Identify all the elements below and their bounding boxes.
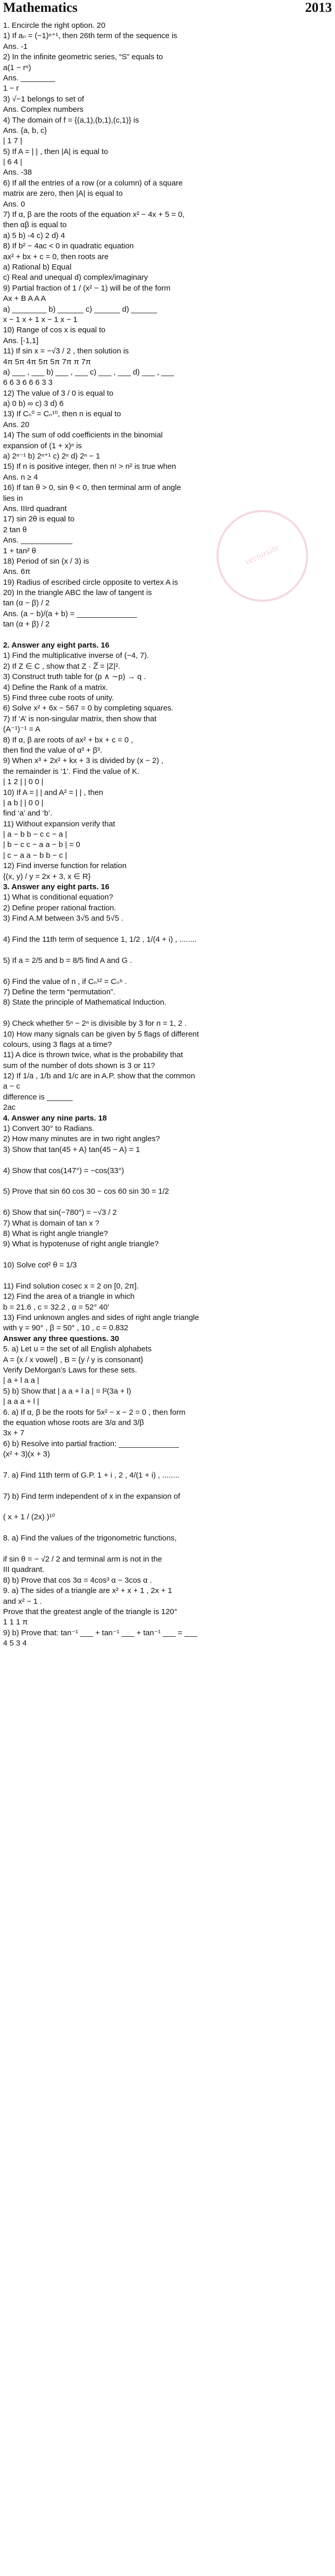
question-line: 11) Without expansion verify that <box>3 819 115 828</box>
question-line: Ans. n ≥ 4 <box>3 472 38 482</box>
question-line <box>3 630 331 640</box>
question-line: lies in <box>3 494 23 503</box>
question-line <box>3 1176 331 1187</box>
question-line: 3) Show that tan(45 + A) tan(45 − A) = 1 <box>3 1145 140 1154</box>
question-line: 3) Find A.M between 3√5 and 5√5 . <box>3 914 124 923</box>
question-line: 5) If A = | | , then |A| is equal to <box>3 147 108 156</box>
question-line <box>3 1502 331 1512</box>
question-line: Ans. ____________ <box>3 536 73 545</box>
question-line: Ans. -1 <box>3 42 28 51</box>
question-line: 1) What is conditional equation? <box>3 893 113 902</box>
question-line: 5. a) Let u = the set of all English alphabets <box>3 1345 152 1354</box>
question-line: Ans. Complex numbers <box>3 105 83 114</box>
question-line: 15) If n is positive integer, then n! > n² is true when <box>3 462 176 471</box>
question-line: 2) Define proper rational fraction. <box>3 903 116 912</box>
question-line: 7) b) Find term independent of x in the expansion of <box>3 1492 180 1501</box>
question-line: 8) What is right angle triangle? <box>3 1229 108 1238</box>
question-line: 3) Construct truth table for (p ∧ ∼p) → q . <box>3 672 146 682</box>
question-line: 4) Find the 11th term of sequence 1, 1/2 , 1/(4 + i) , ........ <box>3 935 197 944</box>
question-line: 6) If all the entries of a row (or a column) of a square <box>3 178 183 188</box>
subject-title: Mathematics <box>3 0 78 15</box>
question-line: 19) Radius of escribed circle opposite to vertex A is <box>3 578 178 587</box>
question-line: 7) What is domain of tan x ? <box>3 1218 99 1228</box>
question-line: 20) In the triangle ABC the law of tangent is <box>3 588 152 598</box>
question-line: 4) Define the Rank of a matrix. <box>3 683 108 692</box>
question-line: 1) If aₙ = (−1)ⁿ⁺¹, then 26th term of the sequence is <box>3 31 177 41</box>
question-line: 3. Answer any eight parts. 16 <box>3 883 110 892</box>
question-line: 5) b) Show that | a a + l a | = l²(3a + l) <box>3 1386 131 1396</box>
question-line: 11) Find solution cosec x = 2 on [0, 2π]. <box>3 1281 139 1291</box>
question-line: difference is ______ <box>3 1092 73 1101</box>
question-line: 8) b) Prove that cos 3α = 4cos³ α − 3cos α . <box>3 1575 152 1585</box>
question-line: 8. a) Find the values of the trigonometric functions, <box>3 1534 177 1543</box>
question-line: | 6 4 | <box>3 158 22 167</box>
question-line: a(1 − rⁿ) <box>3 63 31 72</box>
question-line: III quadrant. <box>3 1565 45 1574</box>
question-line: a) ___ , ___ b) ___ , ___ c) ___ , ___ d) ___ , ___ <box>3 367 174 377</box>
question-line: 2 tan θ <box>3 525 27 534</box>
question-line: | a a a + l | <box>3 1397 39 1406</box>
question-line: 4) Show that cos(147°) = −cos(33°) <box>3 1166 124 1175</box>
question-line: 3) √−1 belongs to set of <box>3 94 85 104</box>
question-line: 13) If Cₙ⁰ = Cₙ¹⁰, then n is equal to <box>3 410 121 419</box>
exam-year: 2013 <box>305 0 332 15</box>
question-line: 1) Convert 30° to Radians. <box>3 1124 94 1133</box>
question-line: Ans. (a − b)/(a + b) = ______________ <box>3 609 137 618</box>
question-line: 18) Period of sin (x / 3) is <box>3 556 89 566</box>
question-line: 5) Prove that sin 60 cos 30 − cos 60 sin 30 = 1/2 <box>3 1187 169 1196</box>
question-line: 6) b) Resolve into partial fraction: ______________ <box>3 1439 179 1448</box>
question-line: c) Real and unequal d) complex/imaginary <box>3 273 148 282</box>
question-line: if sin θ = − √2 / 2 and terminal arm is not in the <box>3 1555 162 1564</box>
question-line: expansion of (1 + x)ⁿ is <box>3 441 82 450</box>
question-line: Verify DeMorgan’s Laws for these sets. <box>3 1366 137 1375</box>
question-line: a) 5 b) -4 c) 2 d) 4 <box>3 231 65 240</box>
question-line <box>3 966 331 976</box>
question-line: 1 − r <box>3 84 19 93</box>
question-line: 12) If 1/a , 1/b and 1/c are in A.P. show that the common <box>3 1072 195 1081</box>
question-line: 4π 5π 4π 5π 5π 7π π 7π <box>3 357 91 366</box>
question-line: find ‘a’ and ‘b’. <box>3 809 53 818</box>
question-line: 9) What is hypotenuse of right angle triangle? <box>3 1240 159 1249</box>
question-line <box>3 1155 331 1165</box>
paper-header <box>0 0 335 18</box>
question-line: | a + l a a | <box>3 1376 39 1385</box>
question-line: Ans. [-1,1] <box>3 336 39 345</box>
question-line <box>3 1481 331 1491</box>
question-line: 7. a) Find 11th term of G.P. 1 + i , 2 , 4/(1 + i) , ........ <box>3 1470 180 1480</box>
question-line: 1 1 1 π <box>3 1618 28 1627</box>
question-line: 7) If ‘A’ is non-singular matrix, then show that <box>3 714 157 723</box>
question-line: and x² − 1 . <box>3 1597 42 1606</box>
question-line: then find the value of α³ + β³. <box>3 745 102 755</box>
question-line: 2) If Z ∈ C , show that Z · Z̅ = |Z|². <box>3 662 121 671</box>
question-line: 9. a) The sides of a triangle are x² + x + 1 , 2x + 1 <box>3 1586 172 1596</box>
question-line: 2) In the infinite geometric series, “S” equals to <box>3 53 163 62</box>
question-line: | c − a a − b b − c | <box>3 851 68 860</box>
question-line: 9) Check whether 5ⁿ − 2ⁿ is divisible by 3 for n = 1, 2 . <box>3 1019 187 1028</box>
question-line: a) Rational b) Equal <box>3 262 72 272</box>
question-line: 10) Solve cot² θ = 1/3 <box>3 1261 77 1270</box>
question-line: Answer any three questions. 30 <box>3 1334 120 1343</box>
question-line: A = {x / x vowel} , B = {y / y is consonant} <box>3 1355 143 1364</box>
watermark-text: vectorsite <box>243 542 280 567</box>
question-line: 2) How many minutes are in two right angles? <box>3 1134 160 1144</box>
question-line: 13) Find unknown angles and sides of right angle triangle <box>3 1313 199 1323</box>
question-line <box>3 1270 331 1281</box>
question-line: a) ________ b) ______ c) ______ d) ______ <box>3 304 157 314</box>
question-line: sum of the number of dots shown is 3 or 11? <box>3 1061 155 1070</box>
question-line: 4) The domain of f = {(a,1),(b,1),(c,1)} is <box>3 115 139 125</box>
question-line: 9) Partial fraction of 1 / (x² − 1) will be of the form <box>3 283 171 293</box>
question-line: 3x + 7 <box>3 1429 25 1438</box>
question-line: then αβ is equal to <box>3 221 67 230</box>
question-line: a) 0 b) ∞ c) 3 d) 6 <box>3 399 64 409</box>
question-line <box>3 1460 331 1470</box>
question-line: 5) If a = 2/5 and b = 8/5 find A and G . <box>3 956 132 965</box>
question-line: 5) Find three cube roots of unity. <box>3 693 114 702</box>
question-line: 1) Find the multiplicative inverse of (−4, 7). <box>3 651 149 660</box>
question-line: 12) Find inverse function for relation <box>3 861 127 871</box>
question-line: | a − b b − c c − a | <box>3 830 68 839</box>
question-line: {(x, y) / y = 2x + 3, x ∈ R} <box>3 872 91 881</box>
question-line: 16) If tan θ > 0, sin θ < 0, then terminal arm of angle <box>3 483 181 493</box>
question-line: 17) sin 2θ is equal to <box>3 515 75 524</box>
question-line: 6. a) If α, β be the roots for 5x² − x − 2 = 0 , then form <box>3 1408 186 1417</box>
question-line: 8) State the principle of Mathematical Induction. <box>3 998 166 1007</box>
question-line: 10) How many signals can be given by 5 flags of different <box>3 1029 199 1039</box>
question-line: 7) Define the term “permutation”. <box>3 987 115 996</box>
question-line: 6) Find the value of n , if Cₙ¹² = Cₙ⁶ . <box>3 977 127 986</box>
question-line: 4. Answer any nine parts. 18 <box>3 1113 107 1123</box>
question-line: 9) When x³ + 2x² + kx + 3 is divided by (x − 2) , <box>3 756 163 766</box>
question-line: 12) Find the area of a triangle in which <box>3 1292 135 1301</box>
question-line: 6 6 3 6 6 6 3 3 <box>3 378 53 387</box>
question-line: 6) Show that sin(−780°) = −√3 / 2 <box>3 1208 117 1217</box>
question-line <box>3 945 331 955</box>
question-line: Prove that the greatest angle of the triangle is 120° <box>3 1607 177 1616</box>
question-line: b = 21.6 , c = 32.2 , α = 52° 40′ <box>3 1302 109 1312</box>
question-line <box>3 1523 331 1533</box>
question-line: tan (α − β) / 2 <box>3 599 50 608</box>
question-line: 4 5 3 4 <box>3 1639 27 1648</box>
question-line: 7) If α, β are the roots of the equation x² − 4x + 5 = 0, <box>3 210 185 219</box>
question-line <box>3 1544 331 1554</box>
question-line: Ans. 0 <box>3 199 25 209</box>
question-line: | b − c c − a a − b | = 0 <box>3 840 80 850</box>
question-line <box>3 1008 331 1019</box>
question-line: the equation whose roots are 3/α and 3/β <box>3 1418 144 1427</box>
question-line: 6) Solve x² + 6x − 567 = 0 by completing squares. <box>3 704 174 713</box>
question-line: Ans. IIIrd quadrant <box>3 504 67 513</box>
question-line: 14) The sum of odd coefficients in the binomial <box>3 431 163 440</box>
question-line: colours, using 3 flags at a time? <box>3 1040 112 1049</box>
question-line: 11) If sin x = −√3 / 2 , then solution is <box>3 347 129 356</box>
question-line: Ans. 6π <box>3 567 30 577</box>
question-line: (A⁻¹)⁻¹ = A <box>3 725 41 734</box>
question-line: x − 1 x + 1 x − 1 x − 1 <box>3 315 78 324</box>
question-line: tan (α + β) / 2 <box>3 620 50 629</box>
question-line: (x² + 3)(x + 3) <box>3 1450 50 1459</box>
question-line: | a b | | 0 0 | <box>3 798 44 807</box>
question-line: a − c <box>3 1082 20 1091</box>
question-line: Ans. 20 <box>3 420 29 429</box>
question-line: 8) If b² − 4ac < 0 in quadratic equation <box>3 242 134 251</box>
question-line: 10) Range of cos x is equal to <box>3 326 106 335</box>
question-list <box>3 21 331 1649</box>
question-line <box>3 1250 331 1260</box>
question-line: ax² + bx + c = 0, then roots are <box>3 252 109 261</box>
question-line: 1 + tan² θ <box>3 546 36 555</box>
question-line: ( x + 1 / (2x) )¹⁰ <box>3 1513 55 1522</box>
question-line: | 1 7 | <box>3 137 22 146</box>
question-line: 9) b) Prove that: tan⁻¹ ___ + tan⁻¹ ___ + tan⁻¹ ___ = ___ <box>3 1628 197 1637</box>
question-line <box>3 1197 331 1208</box>
question-line: 10) If A = | | and A² = | | , then <box>3 788 104 797</box>
question-line: the remainder is ‘1’. Find the value of K. <box>3 767 140 776</box>
question-line: 8) If α, β are roots of ax² + bx + c = 0 , <box>3 735 133 744</box>
question-line: 2. Answer any eight parts. 16 <box>3 641 110 650</box>
question-line: Ans. -38 <box>3 168 32 177</box>
question-line: with γ = 90° , β = 50° , 10 , c = 0.832 <box>3 1324 128 1333</box>
question-line: a) 2ⁿ⁻¹ b) 2ⁿ⁺¹ c) 2ⁿ d) 2ⁿ − 1 <box>3 452 100 461</box>
question-line: Ans. ________ <box>3 73 55 82</box>
question-line <box>3 924 331 935</box>
question-line: 11) A dice is thrown twice, what is the probability that <box>3 1050 183 1060</box>
question-line: 12) The value of 3 / 0 is equal to <box>3 388 114 398</box>
question-line: matrix are zero, then |A| is equal to <box>3 189 123 198</box>
question-line: | 1 2 | | 0 0 | <box>3 777 44 787</box>
question-line: 1. Encircle the right option. 20 <box>3 21 106 30</box>
question-line: 2ac <box>3 1103 16 1112</box>
question-line: Ans. {a, b, c} <box>3 126 47 135</box>
question-line: Ax + B A A A <box>3 294 46 303</box>
